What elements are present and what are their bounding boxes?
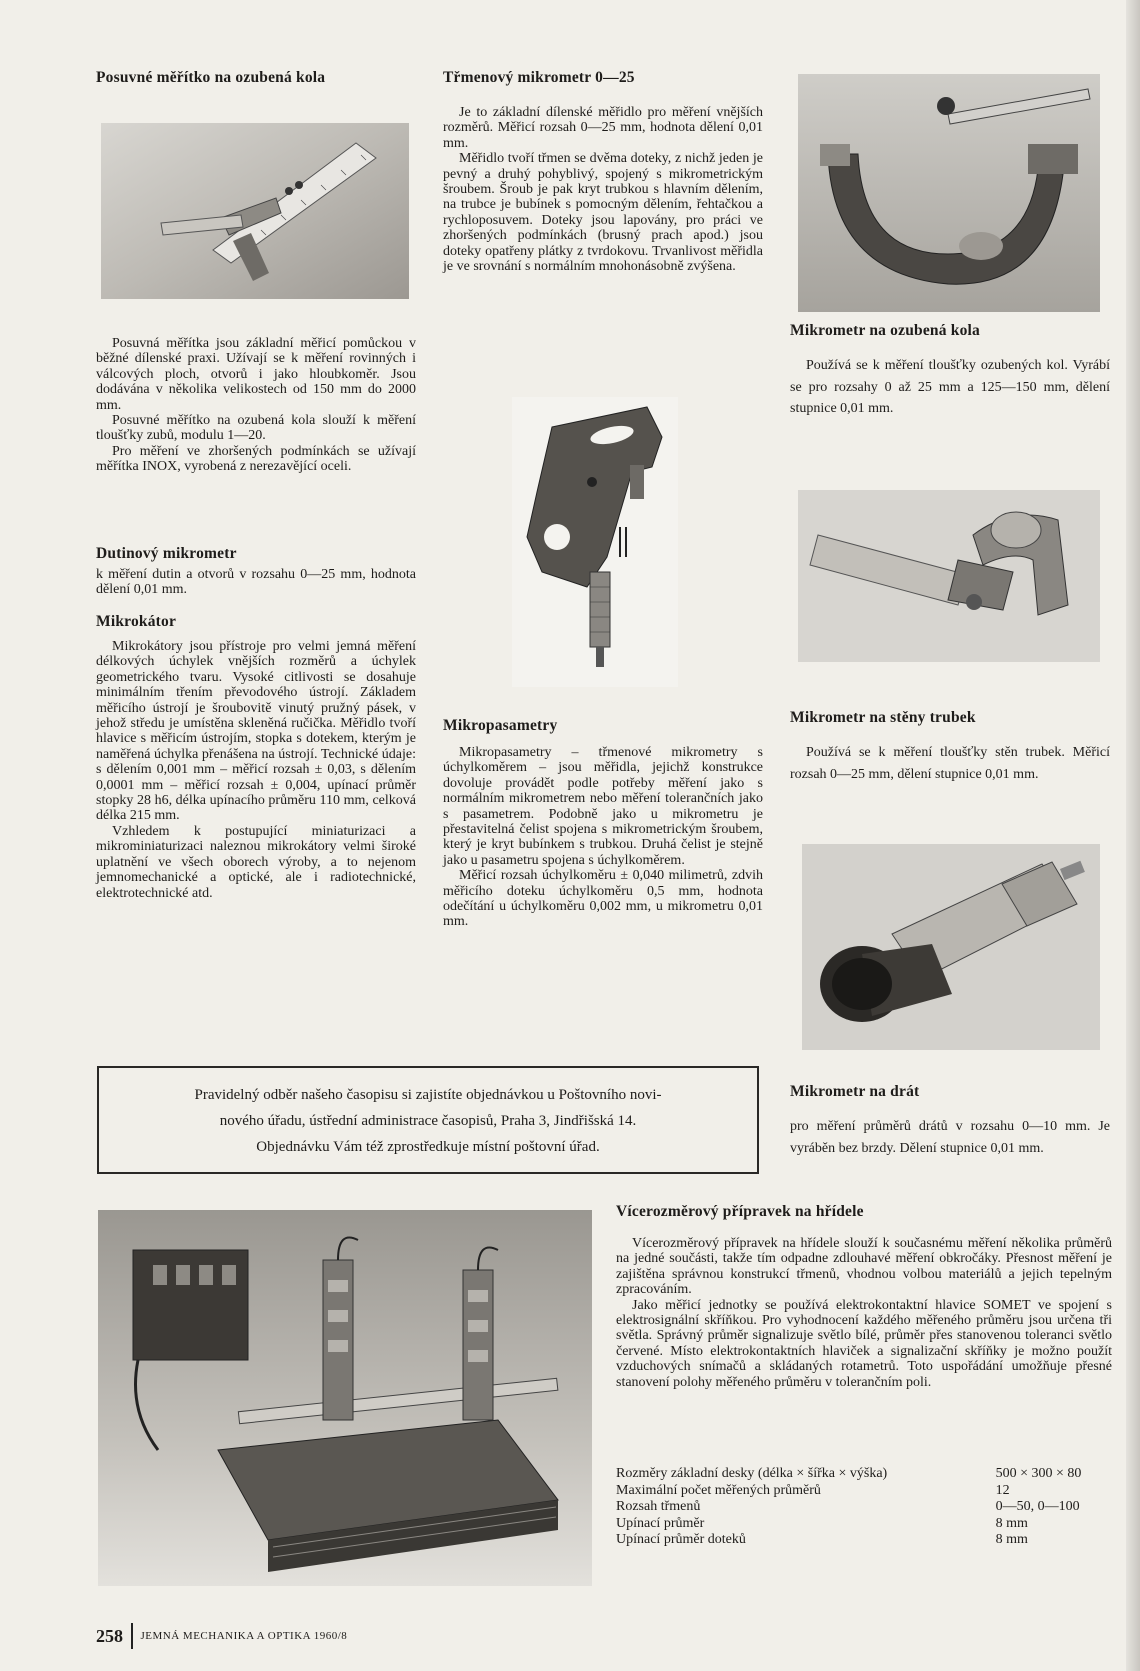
notice-line: Pravidelný odběr našeho časopisu si zajistíte objednávkou u Poštovního novi- (194, 1087, 662, 1103)
paragraph: Mikropasametry – třmenové mikrometry s úchylkoměrem – jsou měřidla, jejichž konstrukce dovoluje provádět podle potřeby měření jako s normálním mikrometrem nebo měření tolerančních jako s pasametrem. Podobně jako u mikrometru je přestavitelná čelist spojena s mikrometrickým šroubem, který je kryt bubínkem s trubkou. Druhá čelist je stejně jako u pasametru spojena s úchylkoměrem. (443, 745, 763, 868)
page-number: 258 (96, 1625, 123, 1646)
heading-mikrokator: Mikrokátor (96, 613, 177, 630)
spec-row (616, 1516, 1116, 1533)
paragraph: Posuvné měřítko na ozubená kola slouží k měření tloušťky zubů, modulu 1—20. (96, 413, 416, 444)
photo-tube-wall-micrometer (798, 490, 1100, 662)
section-wire-micrometer (790, 1082, 1110, 1159)
spec-value: 8 mm (995, 1515, 1028, 1531)
column-left (96, 68, 416, 88)
heading-caliper: Posuvné měřítko na ozubená kola (96, 69, 326, 86)
spec-value: 500 × 300 × 80 (995, 1466, 1082, 1481)
paragraph: Posuvná měřítka jsou základní měřicí pomůckou v běžné dílenské praxi. Užívají se k měření rovinných i válcových ploch, otvorů i jako hloubkoměr. Jsou dodávána v několika velikostech od 150 mm do 2000 mm. (96, 336, 416, 413)
page-footer (96, 1623, 347, 1649)
spec-label: Maximální počet měřených průměrů (616, 1482, 821, 1498)
paragraph: Vícerozměrový přípravek na hřídele slouží k současnému měření několika průměrů na jedné součásti, takže tím odpadne zdlouhavé měření obkročáky. Přesnost měření je zajištěna správnou konstrukcí třmenů, vhodnou volbou materiálů a jejich tepelným zpracováním. (616, 1236, 1112, 1298)
spec-value: 12 (995, 1482, 1010, 1498)
section-tube-wall-micrometer (790, 708, 1110, 785)
photo-shaft-fixture (98, 1210, 592, 1586)
section-shaft-fixture (616, 1202, 1112, 1390)
photo-gear-micrometer (798, 74, 1100, 312)
caliper-text (96, 336, 416, 475)
paragraph: Pro měření ve zhoršených podmínkách se užívají měřítka INOX, vyrobená z nerezavějící oceli. (96, 443, 416, 475)
heading-tube-wall-micrometer: Mikrometr na stěny trubek (790, 709, 976, 726)
notice-line: Objednávku Vám též zprostředkuje místní poštovní úřad. (256, 1139, 600, 1155)
section-mikrokator (96, 612, 416, 901)
spec-value: 8 mm (995, 1532, 1028, 1547)
heading-shaft-fixture: Vícerozměrový přípravek na hřídele (616, 1203, 864, 1220)
notice-line: nového úřadu, ústřední administrace časopisů, Praha 3, Jindřišská 14. (219, 1113, 637, 1129)
spec-row (616, 1532, 1116, 1549)
spec-label: Rozměry základní desky (délka × šířka × výška) (616, 1466, 888, 1481)
heading-gear-micrometer: Mikrometr na ozubená kola (790, 322, 981, 339)
spec-row (616, 1466, 1116, 1483)
heading-micropassameter: Mikropasametry (443, 717, 558, 734)
spec-label: Upínací průměr (616, 1515, 705, 1531)
paragraph: Jako měřicí jednotky se používá elektrokontaktní hlavice SOMET ve spojení s elektrosignální skříňkou. Pro vyhodnocení každého měřeného průměru jsou určena tři světla. Správný průměr signalizuje světlo bílé, průměr přes stanovenou toleranci světlo červené. Místo elektrokontaktních hlaviček a signalizační skříňky je možno použít vzduchových snímačů a skládaných rotametrů. Toto uspořádání umožňuje přesné stanovení polohy měřeného průměru v tolerančním poli. (616, 1297, 1112, 1390)
spec-row (616, 1499, 1116, 1516)
spec-table (616, 1466, 1116, 1549)
heading-outside-micrometer: Třmenový mikrometr 0—25 (443, 69, 635, 86)
column-middle (443, 68, 763, 274)
paragraph: Měřidlo tvoří třmen se dvěma doteky, z nichž jeden je pevný a druhý pohyblivý, spojený s mikrometrickým šroubem. Šroub je pak kryt trubkou s hlavním dělením, na trubce je bubínek s pomocným dělením, řehtačkou a rychloposuvem. Doteky jsou lapovány, pro práci ve zhoršených podmínkách (brusný prach apod.) jsou doteky opatřeny plátky z tvrdokovu. Trvanlivost měřidla je ve srovnání s normálním mnohonásobně zvýšena. (443, 151, 763, 275)
section-bore-micrometer (96, 544, 416, 598)
section-gear-micrometer (790, 321, 1110, 420)
footer-divider (131, 1623, 133, 1649)
paragraph: Používá se k měření tloušťky stěn trubek. Měřicí rozsah 0—25 mm, dělení stupnice 0,01 mm. (790, 745, 1110, 782)
magazine-title: JEMNÁ MECHANIKA A OPTIKA 1960/8 (140, 1630, 348, 1642)
heading-wire-micrometer: Mikrometr na drát (790, 1083, 920, 1100)
spec-label: Upínací průměr doteků (616, 1532, 746, 1547)
paragraph: Vzhledem k postupující miniaturizaci a mikrominiaturizaci naleznou mikrokátory velmi široké uplatnění ve všech oborech výroby, a to nejenom jemnomechanické a optické, ale i radiotechnické, elektrotechnické atd. (96, 823, 416, 901)
paragraph: pro měření průměrů drátů v rozsahu 0—10 mm. Je vyráběn bez brzdy. Dělení stupnice 0,01 mm. (790, 1119, 1110, 1156)
spec-row (616, 1483, 1116, 1500)
photo-wire-micrometer (802, 844, 1100, 1050)
spec-label: Rozsah třmenů (616, 1499, 701, 1514)
page-edge (1126, 0, 1140, 1671)
paragraph: Mikrokátory jsou přístroje pro velmi jemná měření délkových úchylek vnějších rozměrů a úchylek geometrického tvaru. Vysoké citlivosti se dosahuje minimálním třením převodového ústrojí. Základem měřicího ústrojí je šroubovitě vinutý pružný pásek, v jehož středu je umístěna skleněná ručička. Měřidlo tvoří hlavice s měřicím ústrojím, stopka s dotekem, kterým je naměřená úchylka přenášena na ústrojí. Technické údaje: s dělením 0,001 mm – měřicí rozsah ± 0,03, s dělením 0,0001 mm – měřicí rozsah ± 0,004, upínací průměr stopky 28 h6, délka upínacího průměru 110 mm, celková délka 215 mm. (96, 639, 416, 824)
paragraph: Je to základní dílenské měřidlo pro měření vnějších rozměrů. Měřicí rozsah 0—25 mm, hodnota dělení 0,01 mm. (443, 105, 763, 151)
section-micropassameter (443, 716, 763, 930)
photo-micropassameter (512, 397, 678, 687)
photo-gear-caliper (101, 123, 409, 299)
paragraph: Používá se k měření tloušťky ozubených kol. Vyrábí se pro rozsahy 0 až 25 mm a 125—150 mm, dělení stupnice 0,01 mm. (790, 358, 1110, 416)
spec-value: 0—50, 0—100 (995, 1499, 1080, 1514)
paragraph: k měření dutin a otvorů v rozsahu 0—25 mm, hodnota dělení 0,01 mm. (96, 567, 416, 598)
heading-bore-micrometer: Dutinový mikrometr (96, 545, 237, 562)
paragraph: Měřicí rozsah úchylkoměru ± 0,040 milimetrů, zdvih měřicího doteku úchylkoměru 0,5 mm, hodnota odečítání u úchylkoměru 0,002 mm, u mikrometru 0,01 mm. (443, 868, 763, 930)
subscription-notice (97, 1066, 759, 1174)
